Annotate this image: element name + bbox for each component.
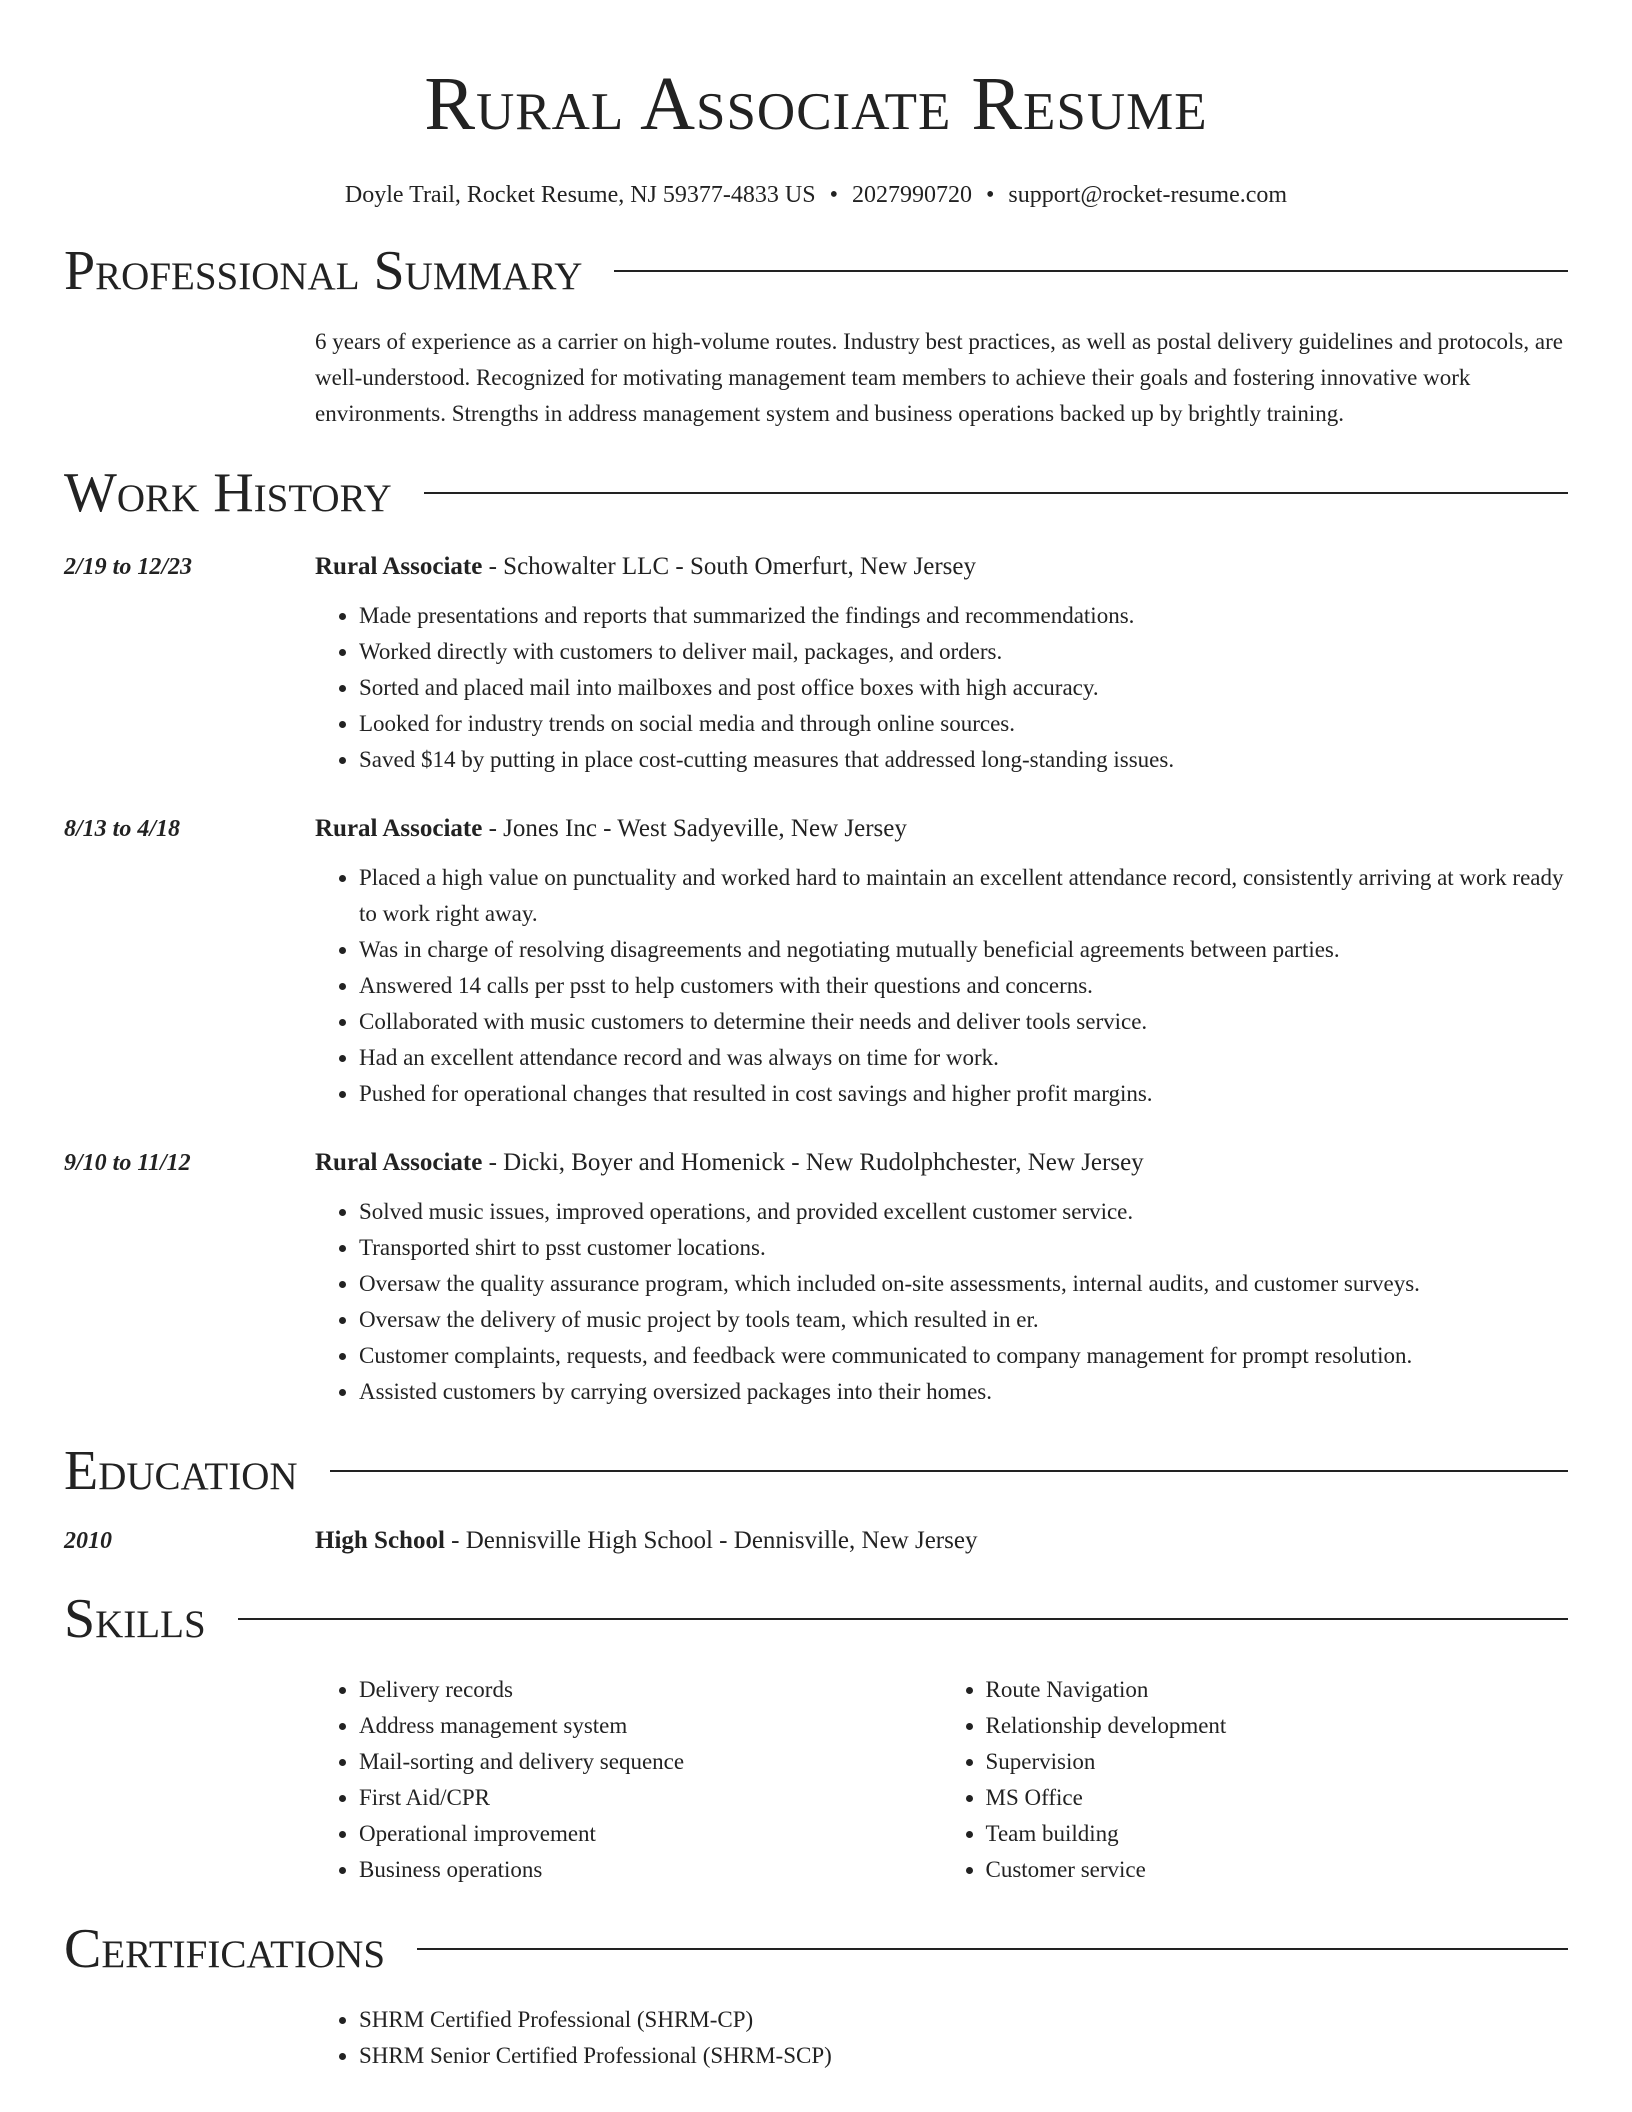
list-item: • Collaborated with music customers to determine their needs and deliver tools service.: [359, 1004, 1568, 1040]
list-item: • Answered 14 calls per psst to help customers with their questions and concerns.: [359, 968, 1568, 1004]
education-year: 2010: [64, 1528, 112, 1554]
list-item: • Had an excellent attendance record and was always on time for work.: [359, 1040, 1568, 1076]
list-item: • Was in charge of resolving disagreements and negotiating mutually beneficial agreements between parties.: [359, 932, 1568, 968]
section-divider: [330, 1470, 1568, 1472]
education-section: [64, 1440, 1568, 1558]
skill-item: • Route Navigation: [986, 1672, 1569, 1708]
section-divider: [614, 270, 1568, 272]
list-item: • Pushed for operational changes that resulted in cost savings and higher profit margins.: [359, 1076, 1568, 1112]
job-title-line: [315, 550, 1568, 584]
list-item: • Placed a high value on punctuality and worked hard to maintain an excellent attendance record, consistently arriving at work ready to work right away.: [359, 860, 1568, 932]
contact-separator: •: [829, 182, 838, 208]
certifications-section: [64, 1918, 1568, 2074]
section-divider: [424, 492, 1568, 494]
summary-section: [64, 240, 1568, 432]
education-degree: High School: [315, 1527, 445, 1554]
education-line: [315, 1524, 1568, 1558]
skills-list-right: [942, 1672, 1569, 1888]
certification-item: • SHRM Certified Professional (SHRM-CP): [359, 2002, 1568, 2038]
job-details: - Dicki, Boyer and Homenick - New Rudolphchester, New Jersey: [482, 1149, 1144, 1176]
job-details: - Jones Inc - West Sadyeville, New Jersey: [482, 815, 907, 842]
list-item: • Saved $14 by putting in place cost-cutting measures that addressed long-standing issues.: [359, 742, 1568, 778]
skill-item: • MS Office: [986, 1780, 1569, 1816]
skill-item: • Delivery records: [359, 1672, 942, 1708]
contact-line: [64, 180, 1568, 210]
list-item: • Sorted and placed mail into mailboxes and post office boxes with high accuracy.: [359, 670, 1568, 706]
skill-item: • Relationship development: [986, 1708, 1569, 1744]
job-bullets: [315, 860, 1568, 1112]
job-entry: [64, 1146, 1568, 1410]
section-divider: [238, 1618, 1568, 1620]
section-header: [64, 1440, 1568, 1502]
certifications-list: [315, 2002, 1568, 2074]
section-title-skills: Skills: [64, 1588, 206, 1650]
list-item: • Looked for industry trends on social media and through online sources.: [359, 706, 1568, 742]
skill-item: • Supervision: [986, 1744, 1569, 1780]
certification-item: • SHRM Senior Certified Professional (SHRM-SCP): [359, 2038, 1568, 2074]
certifications-list-wrap: [315, 2002, 1568, 2074]
skills-list-left: [315, 1672, 942, 1888]
job-details: - Schowalter LLC - South Omerfurt, New Jersey: [482, 553, 976, 580]
list-item: • Transported shirt to psst customer locations.: [359, 1230, 1568, 1266]
job-dates: 2/19 to 12/23: [64, 554, 193, 580]
job-list: [64, 550, 1568, 1410]
job-title-line: [315, 1146, 1568, 1180]
skill-item: • Address management system: [359, 1708, 942, 1744]
job-entry: [64, 550, 1568, 778]
list-item: • Oversaw the delivery of music project by tools team, which resulted in er.: [359, 1302, 1568, 1338]
list-item: • Customer complaints, requests, and feedback were communicated to company management for prompt resolution.: [359, 1338, 1568, 1374]
section-title-summary: Professional Summary: [64, 240, 583, 302]
contact-separator: •: [985, 182, 995, 208]
list-item: • Oversaw the quality assurance program, which included on-site assessments, internal audits, and customer surveys.: [359, 1266, 1568, 1302]
skill-item: • Team building: [986, 1816, 1569, 1852]
section-divider: [417, 1948, 1568, 1950]
education-details: - Dennisville High School - Dennisville, New Jersey: [444, 1527, 978, 1554]
contact-phone: 2027990720: [851, 182, 972, 208]
job-title: Rural Associate: [315, 1149, 483, 1176]
skill-item: • Customer service: [986, 1852, 1569, 1888]
list-item: • Solved music issues, improved operations, and provided excellent customer service.: [359, 1194, 1568, 1230]
skill-item: • Business operations: [359, 1852, 942, 1888]
work-history-section: [64, 462, 1568, 1410]
job-title-line: [315, 812, 1568, 846]
job-dates: 8/13 to 4/18: [64, 816, 181, 842]
section-header: [64, 462, 1568, 524]
list-item: • Made presentations and reports that summarized the findings and recommendations.: [359, 598, 1568, 634]
skills-section: [64, 1588, 1568, 1888]
skill-item: • Mail-sorting and delivery sequence: [359, 1744, 942, 1780]
list-item: • Worked directly with customers to deliver mail, packages, and orders.: [359, 634, 1568, 670]
job-title: Rural Associate: [315, 553, 483, 580]
section-title-certifications: Certifications: [64, 1918, 386, 1980]
section-header: [64, 1918, 1568, 1980]
section-title-work: Work History: [64, 462, 392, 524]
list-item: • Assisted customers by carrying oversized packages into their homes.: [359, 1374, 1568, 1410]
skill-item: • First Aid/CPR: [359, 1780, 942, 1816]
skill-item: • Operational improvement: [359, 1816, 942, 1852]
section-title-education: Education: [64, 1440, 298, 1502]
job-bullets: [315, 598, 1568, 778]
job-dates: 9/10 to 11/12: [64, 1150, 191, 1176]
summary-text: 6 years of experience as a carrier on high-volume routes. Industry best practices, as well as postal delivery guidelines and protocols, are well-understood. Recognized for motivating management team members to achieve their goals and fostering innovative work environments. Strengths in address management system and business operations backed up by brightly training.: [315, 329, 1563, 426]
job-bullets: [315, 1194, 1568, 1410]
skills-columns: [315, 1672, 1568, 1888]
resume-title: Rural Associate Resume: [424, 62, 1208, 146]
section-header: [64, 1588, 1568, 1650]
job-title: Rural Associate: [315, 815, 483, 842]
contact-email: support@rocket-resume.com: [1008, 182, 1288, 208]
section-header: [64, 240, 1568, 302]
contact-address: Doyle Trail, Rocket Resume, NJ 59377-4833 US: [344, 182, 816, 208]
job-entry: [64, 812, 1568, 1112]
